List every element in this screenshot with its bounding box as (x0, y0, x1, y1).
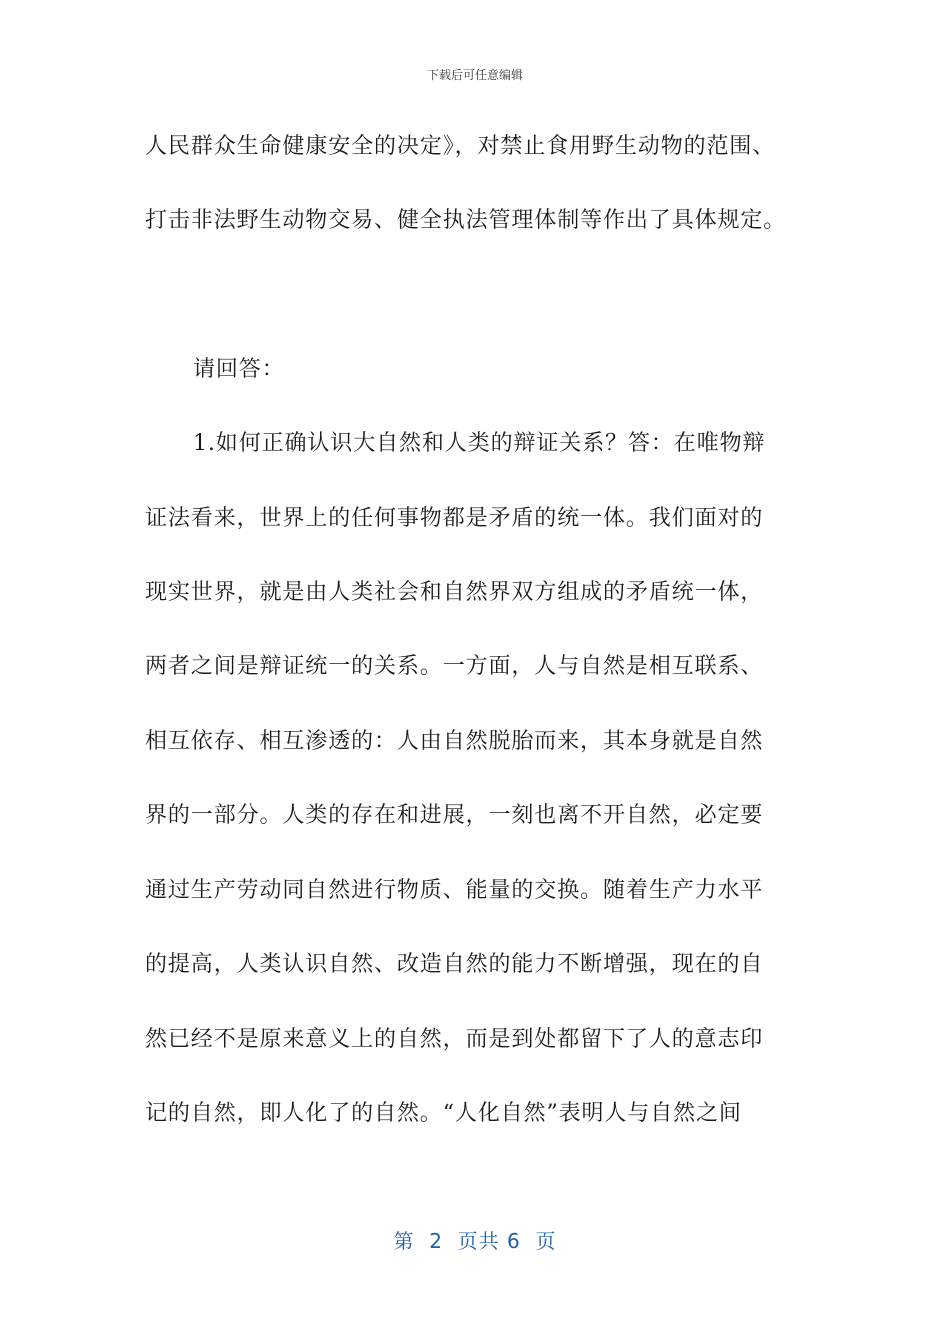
question-prompt: 请回答： (193, 357, 285, 382)
text-line: 证法看来，世界上的任何事物都是矛盾的统一体。我们面对的 (145, 506, 764, 531)
text-line: 记的自然，即人化了的自然。“人化自然”表明人与自然之间 (145, 1101, 742, 1126)
text-line: 1.如何正确认识大自然和人类的辩证关系？答：在唯物辩 (193, 431, 766, 456)
text-line: 现实世界，就是由人类社会和自然界双方组成的矛盾统一体， (145, 580, 764, 605)
text-line: 的提高，人类认识自然、改造自然的能力不断增强，现在的自 (145, 952, 764, 977)
text-line: 界的一部分。人类的存在和进展，一刻也离不开自然，必定要 (145, 803, 764, 828)
text-line: 两者之间是辩证统一的关系。一方面，人与自然是相互联系、 (145, 654, 764, 679)
page-header: 下载后可任意编辑 (426, 68, 523, 82)
text-line: 通过生产劳动同自然进行物质、能量的交换。随着生产力水平 (145, 878, 764, 903)
text-line: 打击非法野生动物交易、健全执法管理体制等作出了具体规定。 (145, 208, 787, 233)
page-number-footer: 第 2 页共 6 页 (393, 1229, 557, 1253)
text-line: 相互依存、相互渗透的：人由自然脱胎而来，其本身就是自然 (145, 729, 764, 754)
text-line: 人民群众生命健康安全的决定》，对禁止食用野生动物的范围、 (145, 134, 776, 159)
text-line: 然已经不是原来意义上的自然，而是到处都留下了人的意志印 (145, 1027, 764, 1052)
